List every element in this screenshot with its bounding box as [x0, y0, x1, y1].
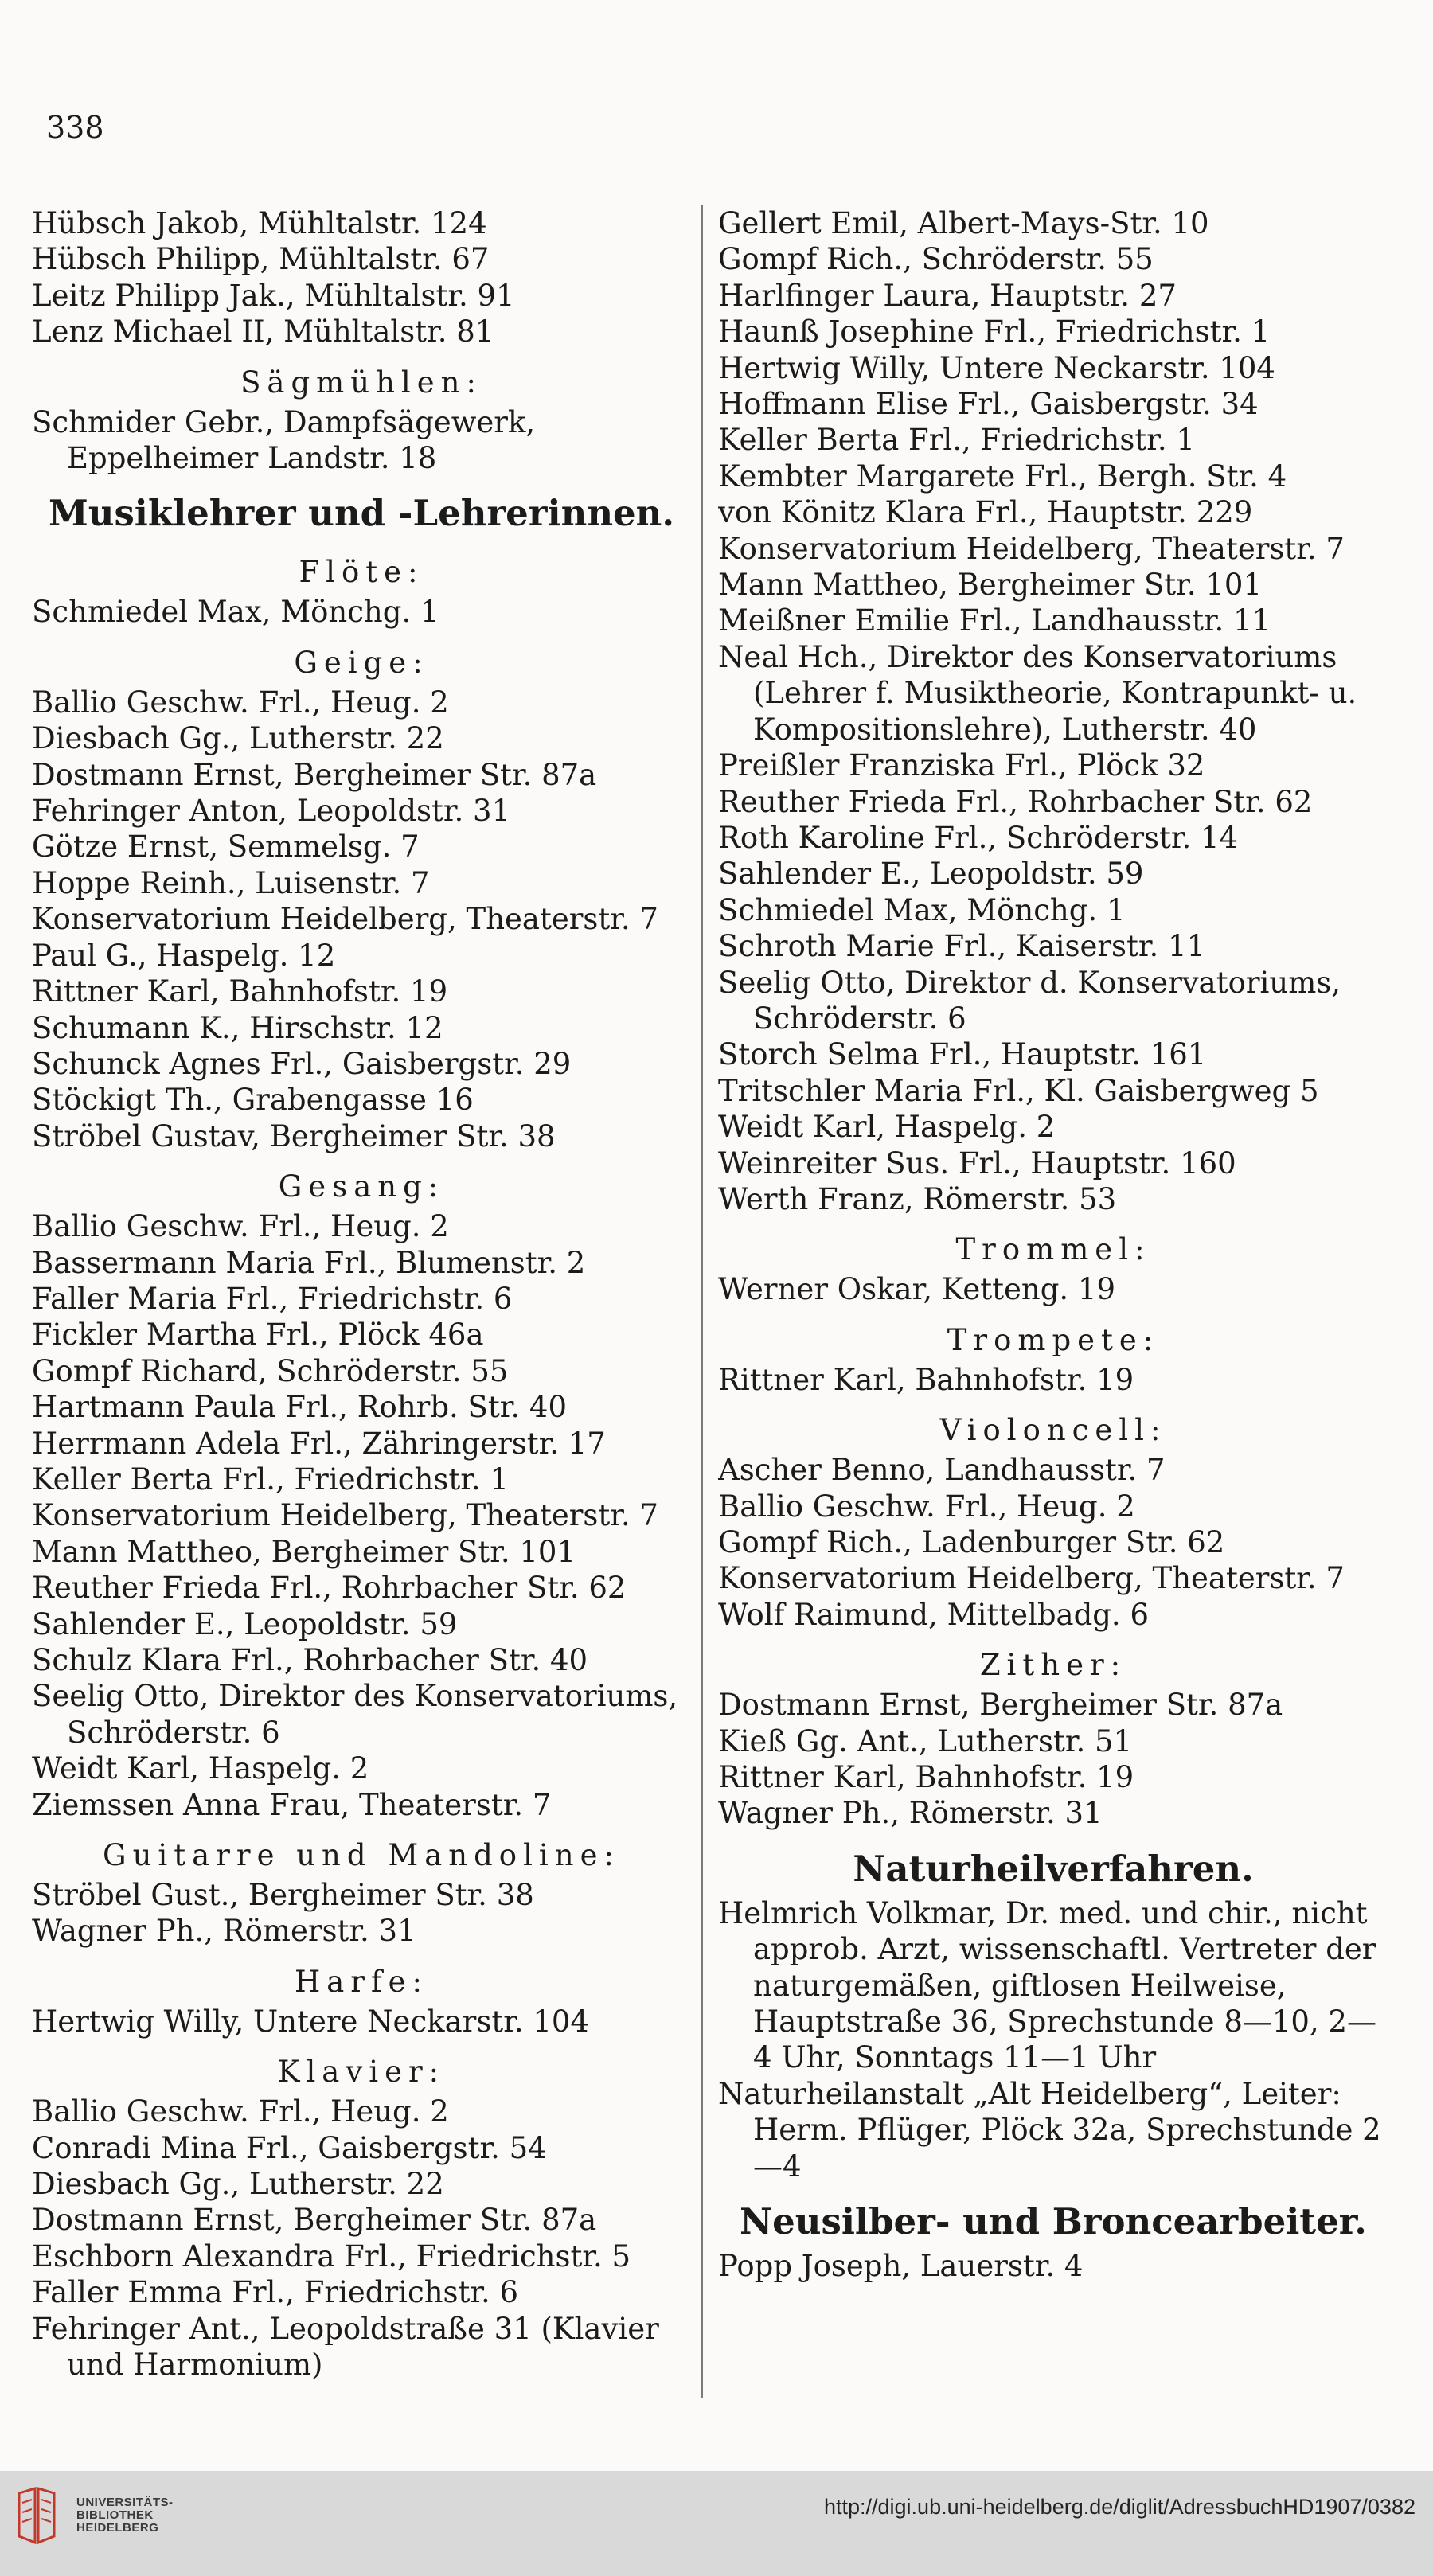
- directory-entry: Weinreiter Sus. Frl., Hauptstr. 160: [718, 1146, 1236, 1181]
- directory-entry: Ascher Benno, Landhausstr. 7: [718, 1453, 1166, 1488]
- directory-entry: Schulz Klara Frl., Rohrbacher Str. 40: [32, 1643, 588, 1677]
- directory-entry: Weidt Karl, Haspelg. 2: [32, 1751, 369, 1786]
- spacer: [718, 1633, 1388, 1644]
- subsection-heading: Zither:: [979, 1648, 1127, 1683]
- directory-entry: Faller Emma Frl., Friedrichstr. 6: [32, 2275, 519, 2310]
- directory-entry: Sahlender E., Leopoldstr. 59: [718, 857, 1144, 892]
- directory-entry: Hoppe Reinh., Luisenstr. 7: [32, 865, 430, 900]
- directory-entry: Haunß Josephine Frl., Friedrichstr. 1: [718, 314, 1271, 349]
- directory-entry: Hartmann Paula Frl., Rohrb. Str. 40: [32, 1390, 567, 1425]
- source-url-link[interactable]: http://digi.ub.uni-heidelberg.de/diglit/AdressbuchHD1907/0382: [823, 2495, 1415, 2519]
- subsection-heading: Trommel:: [955, 1232, 1151, 1267]
- directory-entry: Schmiedel Max, Mönchg. 1: [718, 892, 1126, 927]
- directory-entry: Konservatorium Heidelberg, Theaterstr. 7: [32, 902, 658, 937]
- directory-entry: Sahlender E., Leopoldstr. 59: [32, 1606, 458, 1641]
- directory-entry: Tritschler Maria Frl., Kl. Gaisbergweg 5: [718, 1073, 1319, 1108]
- directory-entry: Preißler Franziska Frl., Plöck 32: [718, 748, 1205, 783]
- directory-entry: Ströbel Gustav, Bergheimer Str. 38: [32, 1118, 556, 1153]
- directory-entry: Storch Selma Frl., Hauptstr. 161: [718, 1037, 1207, 1072]
- directory-entry: Diesbach Gg., Lutherstr. 22: [32, 721, 444, 756]
- directory-entry: Werner Oskar, Ketteng. 19: [718, 1272, 1116, 1307]
- subsection-heading: Trompete:: [947, 1322, 1160, 1357]
- directory-entry: Wagner Ph., Römerstr. 31: [32, 1914, 416, 1949]
- directory-entry: Dostmann Ernst, Bergheimer Str. 87a: [32, 757, 597, 792]
- directory-entry: Bassermann Maria Frl., Blumenstr. 2: [32, 1245, 586, 1280]
- directory-entry: Ströbel Gust., Bergheimer Str. 38: [32, 1878, 534, 1913]
- directory-entry: Gompf Rich., Schröderstr. 55: [718, 242, 1154, 277]
- directory-entry: Roth Karoline Frl., Schröderstr. 14: [718, 820, 1239, 855]
- subsection-heading: Violoncell:: [939, 1413, 1167, 1448]
- directory-entry: Wagner Ph., Römerstr. 31: [718, 1796, 1103, 1831]
- directory-entry: Ballio Geschw. Frl., Heug. 2: [32, 1209, 449, 1244]
- university-library-logo-icon: [14, 2487, 59, 2544]
- spacer: [718, 2184, 1388, 2195]
- directory-entry: Reuther Frieda Frl., Rohrbacher Str. 62: [718, 784, 1313, 819]
- directory-entry: Helmrich Volkmar, Dr. med. und chir., nicht approb. Arzt, wissenschaftl. Vertreter der naturgemäßen, giftlosen Heilweise, Hauptstraße 36, Sprechstunde 8—10, 2—4 Uhr, Sonntags 11—1 Uhr: [718, 1895, 1376, 2075]
- directory-entry: Hübsch Philipp, Mühltalstr. 67: [32, 242, 490, 277]
- directory-entry: Popp Joseph, Lauerstr. 4: [718, 2249, 1084, 2284]
- directory-entry: Hertwig Willy, Untere Neckarstr. 104: [718, 350, 1275, 385]
- left-column: [32, 205, 691, 2383]
- directory-entry: Gompf Rich., Ladenburger Str. 62: [718, 1525, 1225, 1559]
- directory-entry: Fehringer Ant., Leopoldstraße 31 (Klavier und Harmonium): [32, 2311, 659, 2383]
- subsection-heading: Flöte:: [299, 555, 424, 590]
- directory-entry: Kieß Gg. Ant., Lutherstr. 51: [718, 1723, 1133, 1758]
- directory-entry: Ballio Geschw. Frl., Heug. 2: [718, 1489, 1135, 1524]
- column-divider: [701, 205, 703, 2398]
- subsection-heading: Sägmühlen:: [240, 365, 482, 400]
- directory-entry: Diesbach Gg., Lutherstr. 22: [32, 2167, 444, 2202]
- directory-entry: Neal Hch., Direktor des Konservatoriums (Lehrer f. Musiktheorie, Kontrapunkt- u. Kompositionslehre), Lutherstr. 40: [718, 639, 1357, 747]
- directory-entry: Rittner Karl, Bahnhofstr. 19: [718, 1362, 1134, 1397]
- subsection-heading: Gesang:: [278, 1169, 445, 1204]
- spacer: [32, 2039, 691, 2051]
- section-heading: Musiklehrer und -Lehrerinnen.: [48, 492, 675, 535]
- spacer: [718, 1308, 1388, 1319]
- directory-entry: Stöckigt Th., Grabengasse 16: [32, 1083, 474, 1118]
- directory-entry: Wolf Raimund, Mittelbadg. 6: [718, 1597, 1149, 1632]
- directory-entry: Konservatorium Heidelberg, Theaterstr. 7: [718, 1561, 1345, 1596]
- subsection-heading: Guitarre und Mandoline:: [103, 1838, 620, 1873]
- directory-entry: Werth Franz, Römerstr. 53: [718, 1181, 1117, 1216]
- directory-entry: Rittner Karl, Bahnhofstr. 19: [32, 974, 448, 1009]
- section-heading: Neusilber- und Broncearbeiter.: [740, 2200, 1367, 2243]
- right-column: [718, 205, 1388, 2285]
- directory-entry: Eschborn Alexandra Frl., Friedrichstr. 5: [32, 2238, 631, 2274]
- directory-entry: Hübsch Jakob, Mühltalstr. 124: [32, 206, 487, 240]
- directory-entry: Hoffmann Elise Frl., Gaisbergstr. 34: [718, 387, 1259, 422]
- directory-entry: Faller Maria Frl., Friedrichstr. 6: [32, 1281, 513, 1316]
- directory-entry: Schmider Gebr., Dampfsägewerk, Eppelheimer Landstr. 18: [32, 404, 536, 476]
- directory-entry: Seelig Otto, Direktor d. Konservatoriums, Schröderstr. 6: [718, 965, 1341, 1036]
- spacer: [718, 1832, 1388, 1843]
- directory-entry: Mann Mattheo, Bergheimer Str. 101: [718, 568, 1263, 603]
- directory-entry: Seelig Otto, Direktor des Konservatoriums, Schröderstr. 6: [32, 1679, 678, 1750]
- directory-entry: Keller Berta Frl., Friedrichstr. 1: [32, 1462, 509, 1497]
- directory-entry: Conradi Mina Frl., Gaisbergstr. 54: [32, 2130, 547, 2165]
- directory-entry: Dostmann Ernst, Bergheimer Str. 87a: [718, 1688, 1283, 1723]
- spacer: [32, 476, 691, 487]
- section-heading: Naturheilverfahren.: [853, 1847, 1254, 1890]
- spacer: [32, 1823, 691, 1834]
- spacer: [32, 1950, 691, 1961]
- directory-entry: Dostmann Ernst, Bergheimer Str. 87a: [32, 2203, 597, 2238]
- directory-entry: Naturheilanstalt „Alt Heidelberg“, Leiter: Herm. Pflüger, Plöck 32a, Sprechstunde 2—4: [718, 2076, 1381, 2184]
- directory-entry: Schroth Marie Frl., Kaiserstr. 11: [718, 929, 1206, 964]
- directory-entry: Ballio Geschw. Frl., Heug. 2: [32, 685, 449, 720]
- directory-entry: Kembter Margarete Frl., Bergh. Str. 4: [718, 459, 1287, 494]
- subsection-heading: Klavier:: [277, 2055, 446, 2090]
- directory-entry: Konservatorium Heidelberg, Theaterstr. 7: [718, 531, 1345, 566]
- directory-entry: Gellert Emil, Albert-Mays-Str. 10: [718, 206, 1209, 240]
- subsection-heading: Geige:: [294, 645, 429, 680]
- directory-entry: Ballio Geschw. Frl., Heug. 2: [32, 2094, 449, 2129]
- spacer: [718, 1217, 1388, 1228]
- spacer: [718, 1398, 1388, 1409]
- directory-entry: Konservatorium Heidelberg, Theaterstr. 7: [32, 1498, 658, 1533]
- directory-entry: Ziemssen Anna Frau, Theaterstr. 7: [32, 1787, 552, 1822]
- spacer: [32, 630, 691, 642]
- directory-entry: Weidt Karl, Haspelg. 2: [718, 1110, 1056, 1145]
- spacer: [32, 540, 691, 551]
- directory-entry: Hertwig Willy, Untere Neckarstr. 104: [32, 2004, 589, 2039]
- directory-entry: Götze Ernst, Semmelsg. 7: [32, 829, 420, 865]
- footer-bar: [0, 2471, 1433, 2576]
- directory-entry: von Könitz Klara Frl., Hauptstr. 229: [718, 495, 1253, 530]
- subsection-heading: Harfe:: [294, 1964, 429, 1999]
- directory-entry: Paul G., Haspelg. 12: [32, 938, 336, 973]
- spacer: [32, 350, 691, 361]
- directory-entry: Rittner Karl, Bahnhofstr. 19: [718, 1760, 1134, 1795]
- directory-entry: Meißner Emilie Frl., Landhausstr. 11: [718, 603, 1271, 638]
- directory-entry: Harlfinger Laura, Hauptstr. 27: [718, 278, 1177, 313]
- directory-entry: Fehringer Anton, Leopoldstr. 31: [32, 794, 511, 829]
- spacer: [32, 1154, 691, 1165]
- directory-entry: Schunck Agnes Frl., Gaisbergstr. 29: [32, 1046, 572, 1081]
- directory-entry: Herrmann Adela Frl., Zähringerstr. 17: [32, 1426, 606, 1461]
- directory-entry: Mann Mattheo, Bergheimer Str. 101: [32, 1534, 576, 1569]
- directory-entry: Keller Berta Frl., Friedrichstr. 1: [718, 423, 1195, 458]
- directory-entry: Reuther Frieda Frl., Rohrbacher Str. 62: [32, 1571, 627, 1606]
- university-library-logo-text: UNIVERSITÄTS- BIBLIOTHEK HEIDELBERG: [76, 2496, 174, 2535]
- directory-entry: Lenz Michael II, Mühltalstr. 81: [32, 314, 494, 349]
- directory-entry: Gompf Richard, Schröderstr. 55: [32, 1353, 509, 1388]
- page-number: 338: [46, 110, 104, 145]
- directory-entry: Leitz Philipp Jak., Mühltalstr. 91: [32, 278, 515, 313]
- directory-entry: Schmiedel Max, Mönchg. 1: [32, 595, 439, 630]
- directory-entry: Fickler Martha Frl., Plöck 46a: [32, 1317, 484, 1352]
- directory-entry: Schumann K., Hirschstr. 12: [32, 1010, 443, 1045]
